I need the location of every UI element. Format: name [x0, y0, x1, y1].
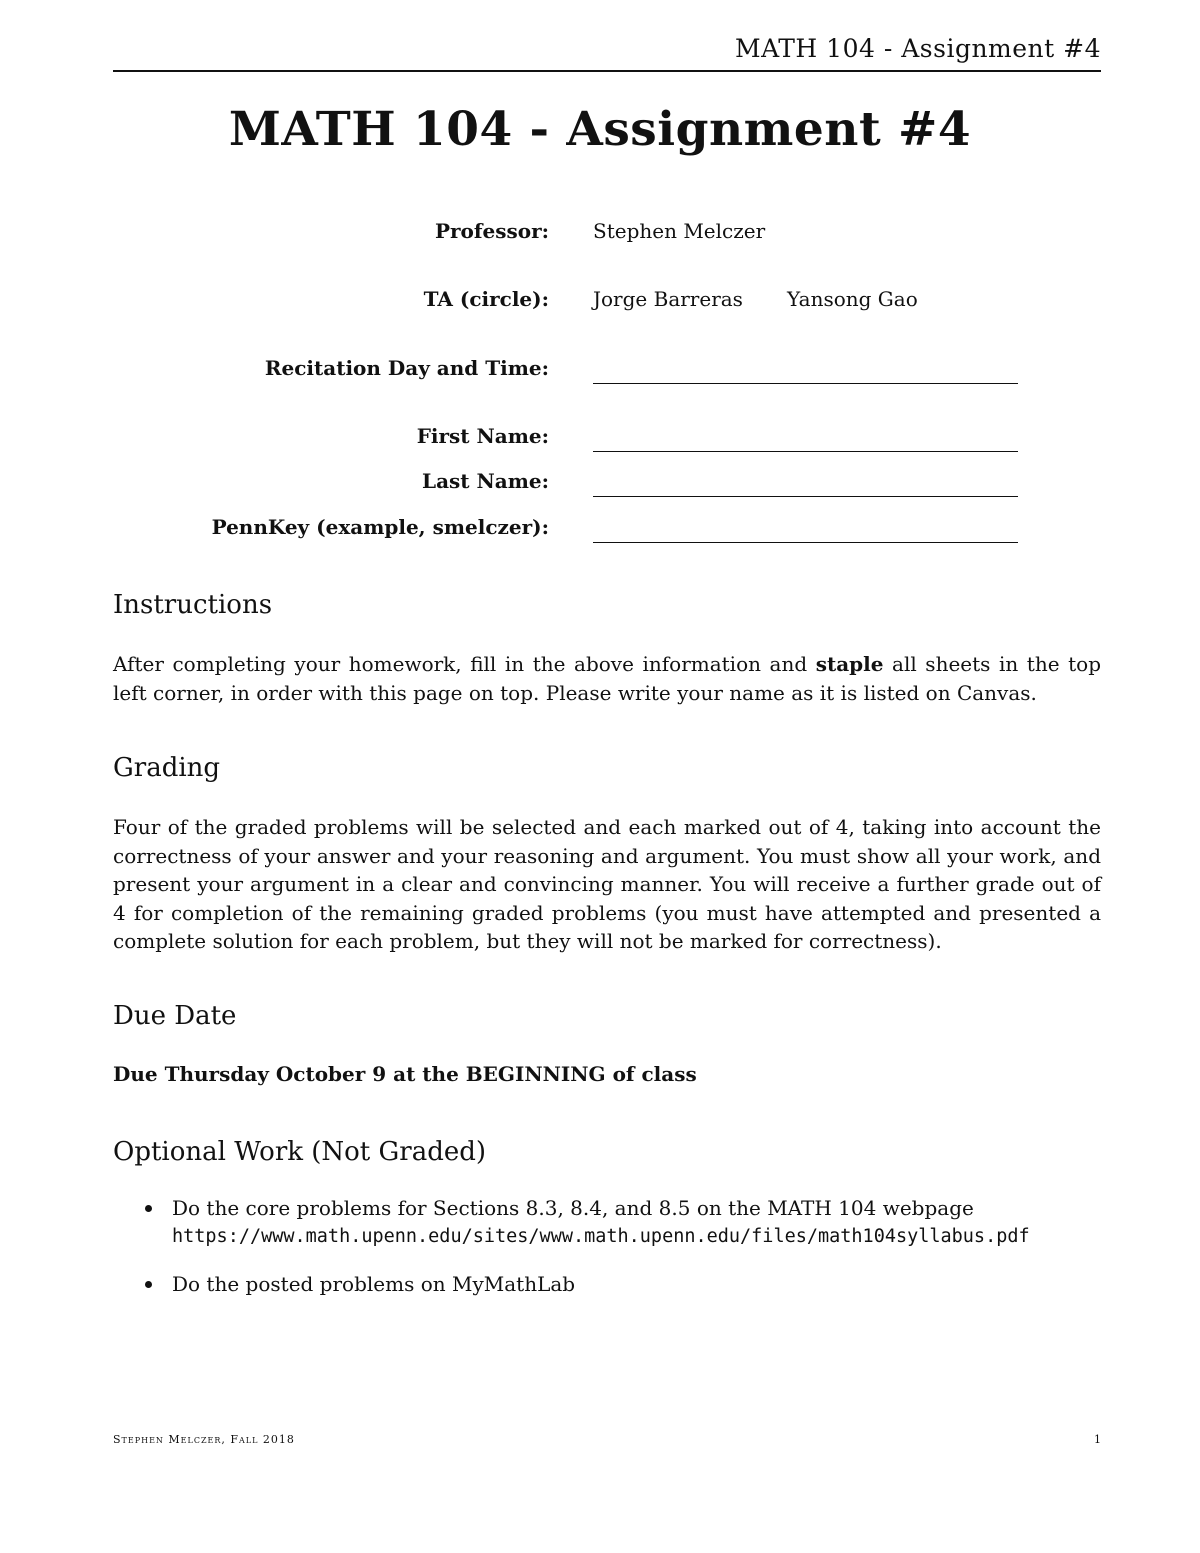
recitation-row [0, 356, 1200, 390]
list-item-text: Do the posted problems on MyMathLab [172, 1272, 576, 1296]
ta-row [0, 287, 1200, 321]
instructions-heading: Instructions [113, 590, 273, 620]
first-name-row [0, 424, 1200, 458]
professor-row [0, 219, 1200, 253]
page-header [113, 32, 1101, 72]
page-number: 1 [1094, 1433, 1101, 1446]
pennkey-label: PennKey (example, smelczer): [211, 515, 549, 539]
ta-label: TA (circle): [423, 287, 549, 311]
instructions-text-bold: staple [815, 652, 884, 676]
grading-paragraph: Four of the graded problems will be selected and each marked out of 4, taking into account the correctness of your answer and your reasoning and argument. You must show all your work, and present your argument in a clear and convincing manner. You will receive a further grade out of 4 for completion of the remaining graded problems (you must have attempted and presented a complete solution for each problem, but they will not be marked for correctness). [113, 815, 1101, 954]
syllabus-link[interactable]: https://www.math.upenn.edu/sites/www.math.upenn.edu/files/math104syllabus.pdf [172, 1226, 1030, 1247]
document-title: MATH 104 - Assignment #4 [228, 102, 972, 157]
recitation-label: Recitation Day and Time: [264, 356, 549, 380]
bullet-icon [145, 1205, 152, 1212]
optional-work-heading: Optional Work (Not Graded) [113, 1137, 487, 1167]
due-date-text: Due Thursday October 9 at the BEGINNING of class [113, 1062, 697, 1086]
ta-option-jorge[interactable]: Jorge Barreras [593, 287, 743, 311]
ta-option-yansong[interactable]: Yansong Gao [787, 287, 918, 311]
last-name-label: Last Name: [422, 469, 549, 493]
bullet-icon [145, 1281, 152, 1288]
instructions-text-end: all sheets in the top left corner, in order with this page on top. Please write your name as it is listed on Canvas. [113, 652, 1101, 705]
instructions-text-start: After completing your homework, fill in the above information and [113, 652, 816, 676]
footer-author: Stephen Melczer, Fall 2018 [113, 1433, 295, 1446]
instructions-paragraph [113, 650, 1101, 707]
last-name-row [0, 469, 1200, 503]
last-name-blank-field[interactable] [593, 496, 1018, 497]
first-name-label: First Name: [416, 424, 549, 448]
running-title: MATH 104 - Assignment #4 [734, 34, 1101, 63]
grading-heading: Grading [113, 753, 221, 783]
first-name-blank-field[interactable] [593, 451, 1018, 452]
recitation-blank-field[interactable] [593, 383, 1018, 384]
pennkey-row [0, 515, 1200, 549]
due-date-heading: Due Date [113, 1001, 237, 1031]
professor-label: Professor: [434, 219, 549, 243]
pennkey-blank-field[interactable] [593, 542, 1018, 543]
professor-value: Stephen Melczer [593, 219, 766, 243]
list-item-text: Do the core problems for Sections 8.3, 8.4, and 8.5 on the MATH 104 webpage [172, 1196, 974, 1220]
